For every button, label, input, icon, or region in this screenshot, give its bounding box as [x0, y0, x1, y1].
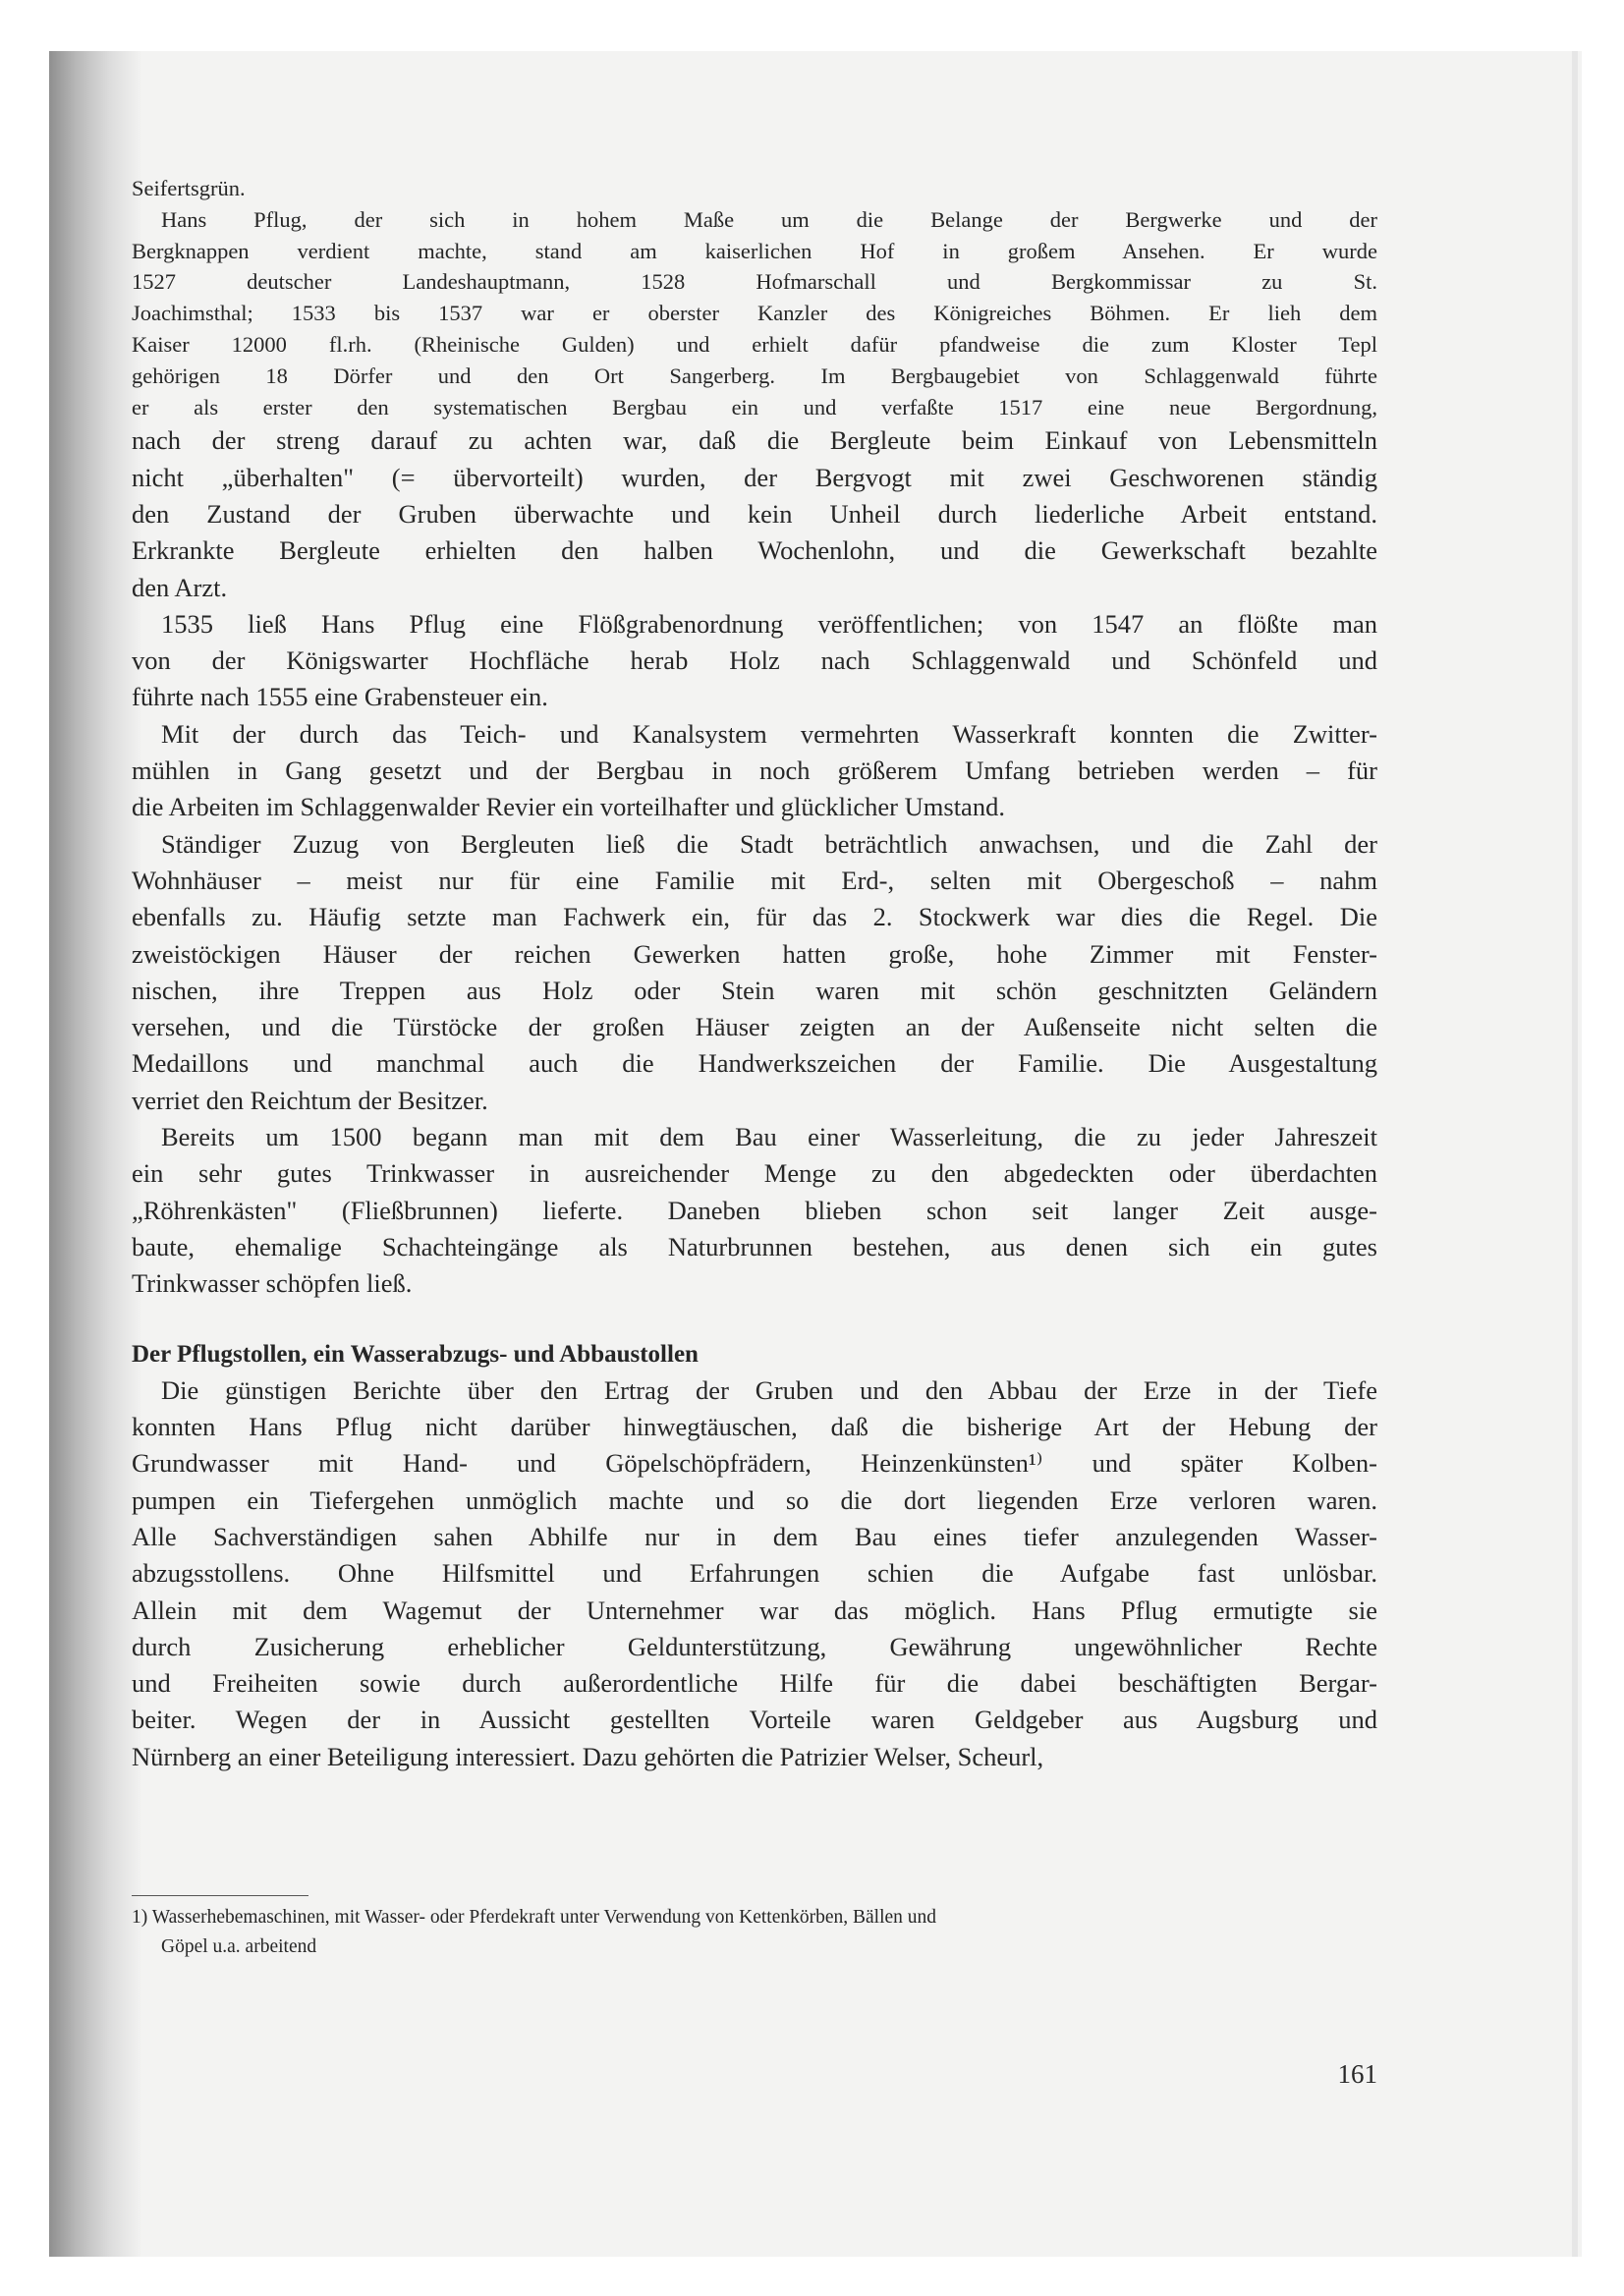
- text-line: und Freiheiten sowie durch außerordentliche Hilfe für die dabei beschäftigten Bergar-: [132, 1668, 1377, 1699]
- text-line: Hans Pflug, der sich in hohem Maße um die Belange der Bergwerke und der: [161, 206, 1377, 232]
- text-line: Erkrankte Bergleute erhielten den halben Wochenlohn, und die Gewerkschaft bezahlte: [132, 535, 1377, 566]
- text-line: nischen, ihre Treppen aus Holz oder Stein waren mit schön geschnitzten Geländern: [132, 975, 1377, 1005]
- text-line: Trinkwasser schöpfen ließ.: [132, 1268, 413, 1299]
- text-line: beiter. Wegen der in Aussicht gestellten Vorteile waren Geldgeber aus Augsburg und: [132, 1705, 1377, 1735]
- text-line: Wohnhäuser – meist nur für eine Familie mit Erd-, selten mit Obergeschoß – nahm: [132, 865, 1377, 895]
- text-line: durch Zusicherung erheblicher Geldunterstützung, Gewährung ungewöhnlicher Rechte: [132, 1631, 1377, 1661]
- text-line: mühlen in Gang gesetzt und der Bergbau in noch größerem Umfang betrieben werden – für: [132, 756, 1377, 786]
- footnote-rule: [132, 1895, 308, 1896]
- text-line: versehen, und die Türstöcke der großen Häuser zeigten an der Außenseite nicht selten die: [132, 1012, 1377, 1042]
- text-line: den Zustand der Gruben überwachte und kein Unheil durch liederliche Arbeit entstand.: [132, 498, 1377, 529]
- text-line: Seifertsgrün.: [132, 176, 246, 200]
- text-line: pumpen ein Tiefergehen unmöglich machte und so die dort liegenden Erze verloren waren.: [132, 1484, 1377, 1515]
- text-line: den Arzt.: [132, 572, 228, 602]
- page-number: 161: [1337, 2059, 1377, 2089]
- text-line: Kaiser 12000 fl.rh. (Rheinische Gulden) und erhielt dafür pfandweise die zum Kloster Tepl: [132, 331, 1377, 357]
- text-line: Bereits um 1500 begann man mit dem Bau einer Wasserleitung, die zu jeder Jahreszeit: [161, 1122, 1377, 1152]
- section-heading: Der Pflugstollen, ein Wasserabzugs- und Abbaustollen: [132, 1340, 699, 1368]
- text-line: zweistöckigen Häuser der reichen Gewerken hatten große, hohe Zimmer mit Fenster-: [132, 938, 1377, 969]
- text-line: 1535 ließ Hans Pflug eine Flößgrabenordnung veröffentlichen; von 1547 an flößte man: [161, 608, 1377, 639]
- text-line: von der Königswarter Hochfläche herab Holz nach Schlaggenwald und Schönfeld und: [132, 645, 1377, 676]
- text-line: ein sehr gutes Trinkwasser in ausreichender Menge zu den abgedeckten oder überdachten: [132, 1158, 1377, 1189]
- text-line: Grundwasser mit Hand- und Göpelschöpfrädern, Heinzenkünsten¹⁾ und später Kolben-: [132, 1448, 1377, 1479]
- text-line: die Arbeiten im Schlaggenwalder Revier ein vorteilhafter und glücklicher Umstand.: [132, 792, 1005, 822]
- footnote: [132, 1903, 1320, 1962]
- text-line: Medaillons und manchmal auch die Handwerkszeichen der Familie. Die Ausgestaltung: [132, 1048, 1377, 1079]
- text-line: Allein mit dem Wagemut der Unternehmer war das möglich. Hans Pflug ermutigte sie: [132, 1595, 1377, 1625]
- text-line: baute, ehemalige Schachteingänge als Naturbrunnen bestehen, aus denen sich ein gutes: [132, 1231, 1377, 1261]
- text-line: er als erster den systematischen Bergbau ein und verfaßte 1517 eine neue Bergordnung,: [132, 394, 1377, 420]
- text-line: „Röhrenkästen" (Fließbrunnen) lieferte. Daneben blieben schon seit langer Zeit ausge-: [132, 1195, 1377, 1225]
- page-edge: [1572, 51, 1578, 2257]
- body-text: [132, 173, 1377, 1775]
- binding-shadow: [49, 51, 142, 2257]
- text-line: gehörigen 18 Dörfer und den Ort Sangerberg. Im Bergbaugebiet von Schlaggenwald führte: [132, 363, 1377, 388]
- text-line: ebenfalls zu. Häufig setzte man Fachwerk ein, für das 2. Stockwerk war dies die Regel. Die: [132, 902, 1377, 932]
- text-line: nicht „überhalten" (= übervorteilt) wurden, der Bergvogt mit zwei Geschworenen ständig: [132, 462, 1377, 492]
- footnote-line: 1) Wasserhebemaschinen, mit Wasser- oder Pferdekraft unter Verwendung von Kettenkörben, Bällen und: [132, 1907, 937, 1928]
- text-line: Bergknappen verdient machte, stand am kaiserlichen Hof in großem Ansehen. Er wurde: [132, 238, 1377, 263]
- text-line: Alle Sachverständigen sahen Abhilfe nur in dem Bau eines tiefer anzulegenden Wasser-: [132, 1521, 1377, 1551]
- text-line: Joachimsthal; 1533 bis 1537 war er oberster Kanzler des Königreiches Böhmen. Er lieh dem: [132, 301, 1377, 326]
- text-line: führte nach 1555 eine Grabensteuer ein.: [132, 682, 548, 712]
- text-line: nach der streng darauf zu achten war, daß die Bergleute beim Einkauf von Lebensmitteln: [132, 425, 1377, 456]
- text-line: konnten Hans Pflug nicht darüber hinwegtäuschen, daß die bisherige Art der Hebung der: [132, 1412, 1377, 1442]
- text-line: Die günstigen Berichte über den Ertrag der Gruben und den Abbau der Erze in der Tiefe: [161, 1374, 1377, 1405]
- text-line: abzugsstollens. Ohne Hilfsmittel und Erfahrungen schien die Aufgabe fast unlösbar.: [132, 1558, 1377, 1589]
- text-line: verriet den Reichtum der Besitzer.: [132, 1085, 488, 1115]
- text-line: 1527 deutscher Landeshauptmann, 1528 Hofmarschall und Bergkommissar zu St.: [132, 269, 1377, 295]
- footnote-line: Göpel u.a. arbeitend: [161, 1936, 317, 1957]
- text-line: Nürnberg an einer Beteiligung interessiert. Dazu gehörten die Patrizier Welser, Scheurl,: [132, 1741, 1044, 1771]
- text-line: Ständiger Zuzug von Bergleuten ließ die Stadt beträchtlich anwachsen, und die Zahl der: [161, 828, 1377, 859]
- text-line: Mit der durch das Teich- und Kanalsystem vermehrten Wasserkraft konnten die Zwitter-: [161, 718, 1377, 749]
